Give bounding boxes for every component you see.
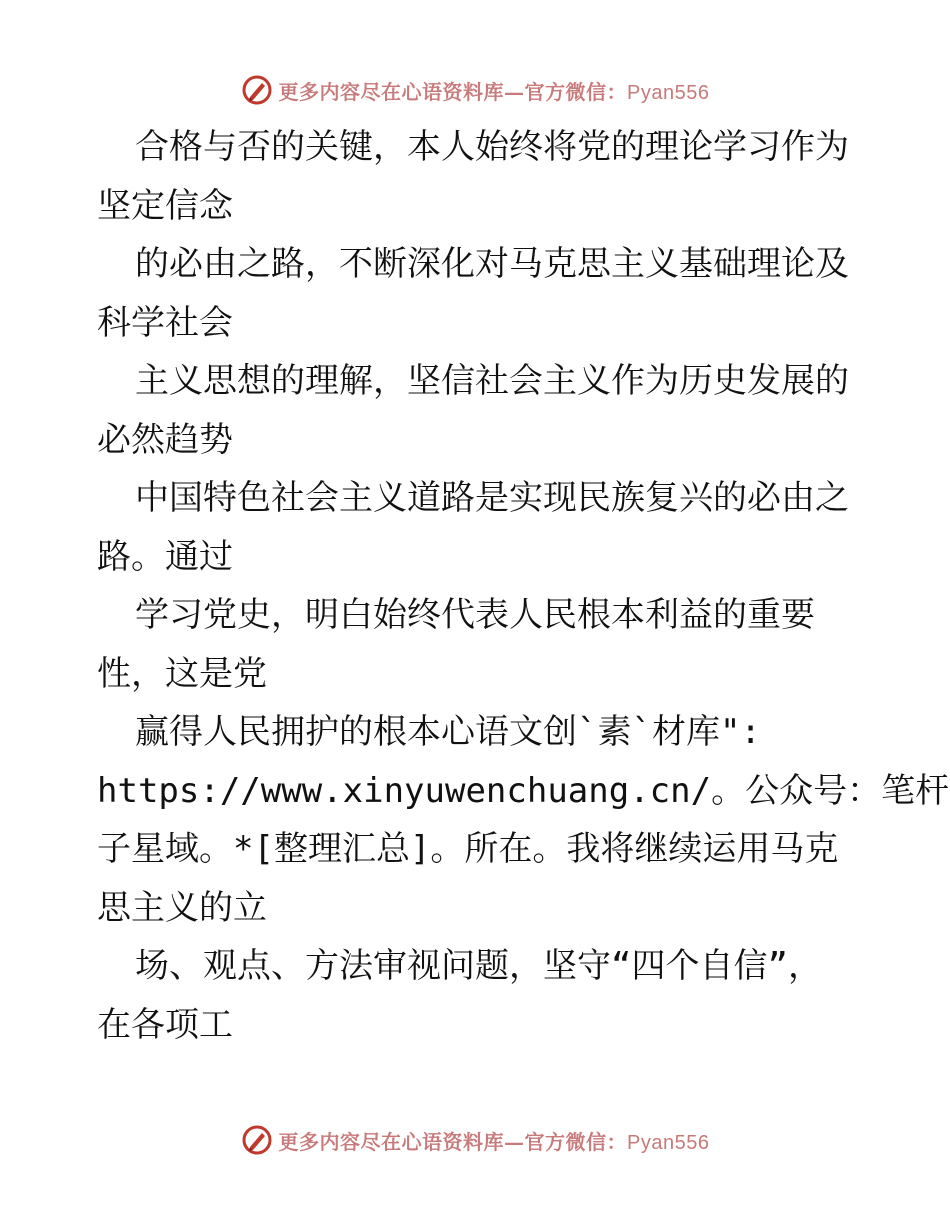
text-line: 子星域。*[整理汇总]。所在。我将继续运用马克 [97,829,839,869]
text-line: 学习党史，明白始终代表人民根本利益的重要 [135,595,815,635]
text-line: 主义思想的理解，坚信社会主义作为历史发展的 [135,361,849,401]
text-line: 中国特色社会主义道路是实现民族复兴的必由之 [135,478,849,518]
header-watermark [0,70,950,110]
footer-watermark [0,1120,950,1160]
text-line: 必然趋势 [97,419,233,460]
header-watermark-text: 更多内容尽在心语资料库—官方微信：Pyan556 [278,79,710,104]
text-line: https://www.xinyuwenchuang.cn/。公众号：笔杆 [97,770,950,811]
text-line: 场、观点、方法审视问题，坚守“四个自信”， [135,946,822,986]
text-line: 性，这是党 [97,653,267,694]
pen-logo-icon [241,1124,273,1156]
body-text [97,118,950,1054]
text-line: 在各项工 [97,1004,233,1045]
text-line: 的必由之路，不断深化对马克思主义基础理论及 [135,244,849,284]
text-line: 路。通过 [97,536,233,577]
text-line: 思主义的立 [97,887,267,928]
footer-watermark-text: 更多内容尽在心语资料库—官方微信：Pyan556 [278,1129,710,1154]
pen-logo-icon [241,74,273,106]
text-line: 坚定信念 [97,185,233,226]
text-line: 合格与否的关键，本人始终将党的理论学习作为 [135,127,849,167]
text-line: 赢得人民拥护的根本心语文创`素`材库": [135,712,761,752]
text-line: 科学社会 [97,302,233,343]
